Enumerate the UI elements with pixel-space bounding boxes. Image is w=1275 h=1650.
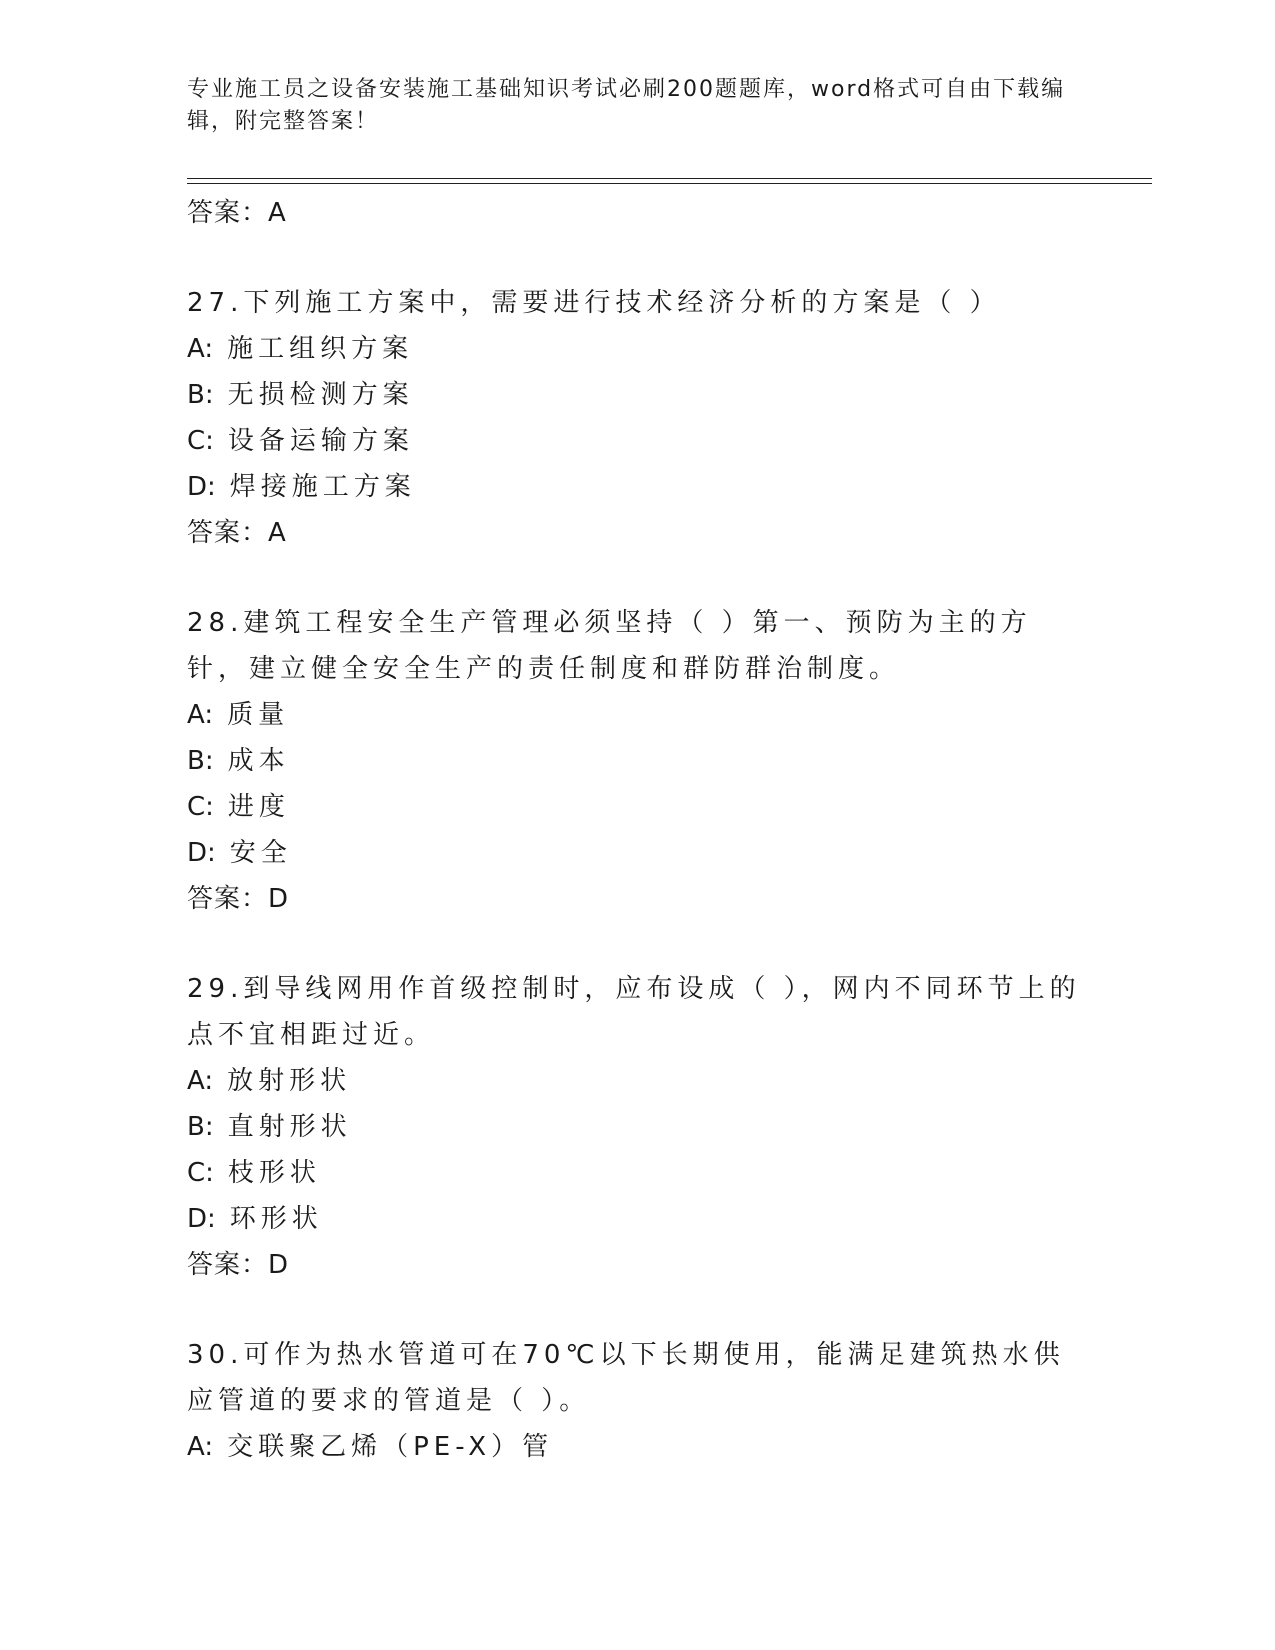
option-key: C: [187,1158,214,1188]
option-d [187,464,1087,510]
option-d [187,830,1087,876]
question-text: 29.到导线网用作首级控制时，应布设成（ ），网内不同环节上的点不宜相距过近。 [187,974,1081,1050]
option-text: 施工组织方案 [227,334,414,364]
question-block [187,966,1087,1288]
question-block [187,280,1087,556]
answer-label: 答案： [187,884,269,914]
option-text: 无损检测方案 [227,380,414,410]
answer-line [187,876,1087,922]
option-key: D: [187,1204,216,1234]
answer-line [187,510,1087,556]
option-text: 环形状 [229,1204,323,1234]
option-c [187,784,1087,830]
option-key: A: [187,1432,214,1462]
option-text: 设备运输方案 [227,426,414,456]
option-b [187,372,1087,418]
answer-value: D [268,884,290,914]
option-c [187,418,1087,464]
option-key: B: [187,380,214,410]
answer-value: A [268,518,287,548]
option-a [187,326,1087,372]
option-a [187,1424,1087,1470]
answer-line [187,1242,1087,1288]
option-c [187,1150,1087,1196]
answer-value: A [268,198,287,228]
answer-value: D [268,1250,290,1280]
question-text: 30.可作为热水管道可在70℃以下长期使用，能满足建筑热水供应管道的要求的管道是（ ）。 [187,1340,1065,1416]
option-key: C: [187,792,214,822]
option-text: 交联聚乙烯（PE-X）管 [227,1432,554,1462]
option-key: B: [187,1112,214,1142]
question-text: 28.建筑工程安全生产管理必须坚持（ ）第一、预防为主的方针，建立健全安全生产的责任制度和群防群治制度。 [187,608,1032,684]
option-key: B: [187,746,214,776]
question-text: 27.下列施工方案中，需要进行技术经济分析的方案是（ ） [187,288,1001,318]
answer-line [187,190,1087,236]
option-key: A: [187,1066,214,1096]
option-key: A: [187,700,214,730]
option-text: 进度 [227,792,290,822]
option-text: 放射形状 [227,1066,352,1096]
option-text: 成本 [227,746,290,776]
option-b [187,1104,1087,1150]
option-key: C: [187,426,214,456]
option-d [187,1196,1087,1242]
option-text: 质量 [227,700,290,730]
option-key: D: [187,838,216,868]
question-block [187,1332,1087,1470]
header-divider [187,183,1152,184]
option-text: 枝形状 [227,1158,321,1188]
answer-label: 答案： [187,1250,269,1280]
option-key: D: [187,472,216,502]
option-text: 安全 [229,838,292,868]
question-block [187,600,1087,922]
page-header-title: 专业施工员之设备安装施工基础知识考试必刷200题题库，word格式可自由下载编辑，附完整答案！ [187,77,1066,134]
option-text: 焊接施工方案 [229,472,416,502]
option-b [187,738,1087,784]
option-text: 直射形状 [227,1112,352,1142]
answer-label: 答案： [187,518,269,548]
header-divider [187,178,1152,179]
question-list [187,190,1087,1470]
option-a [187,1058,1087,1104]
answer-label: 答案： [187,198,269,228]
option-a [187,692,1087,738]
option-key: A: [187,334,214,364]
